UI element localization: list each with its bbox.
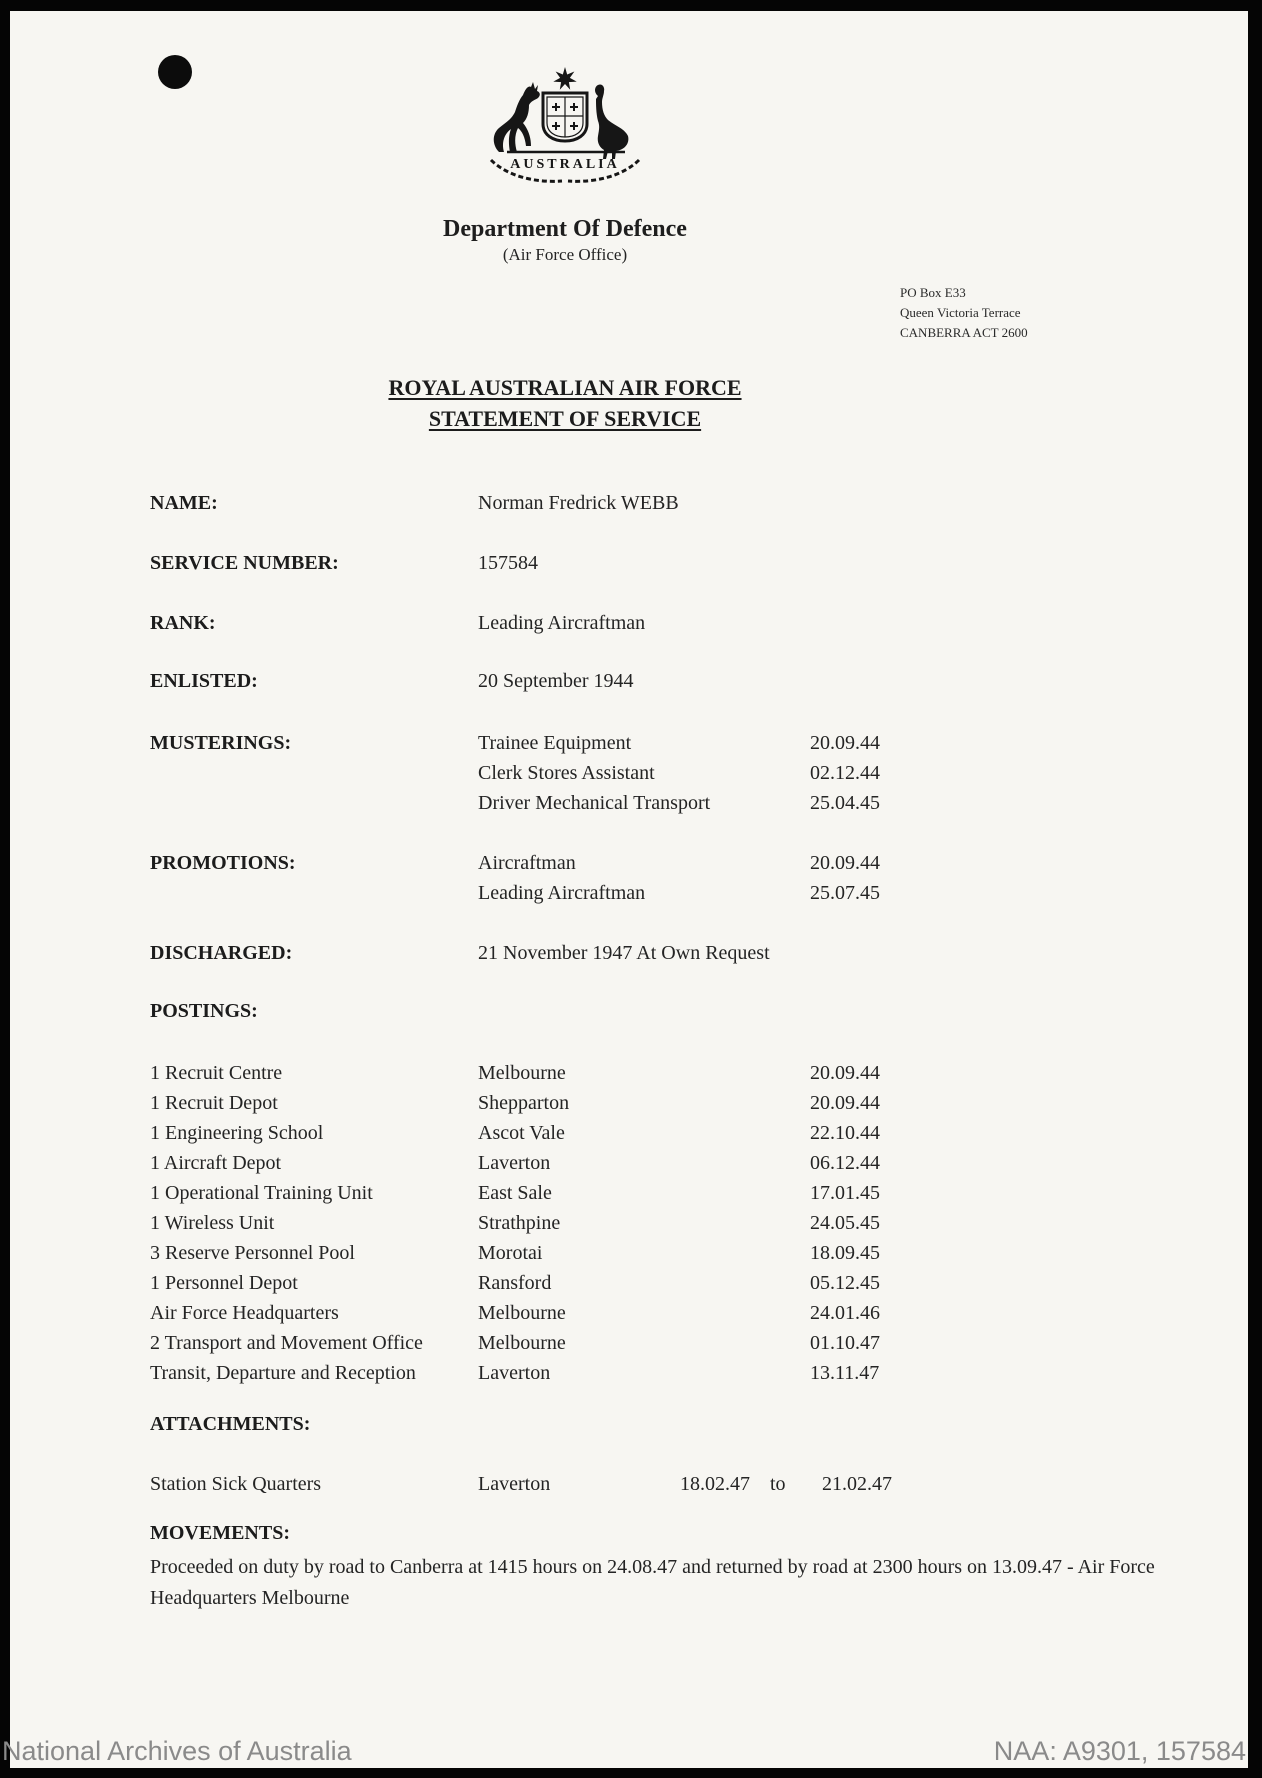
- posting-row: [0, 1242, 1240, 1270]
- mustering-date: 25.04.45: [810, 792, 880, 814]
- musterings-row: [0, 792, 1240, 820]
- posting-date: 18.09.45: [810, 1242, 880, 1264]
- posting-row: [0, 1302, 1240, 1330]
- field-label: NAME:: [150, 492, 218, 514]
- discharged-row: [0, 942, 1240, 970]
- posting-row: [0, 1152, 1240, 1180]
- posting-location: Melbourne: [478, 1062, 566, 1084]
- posting-row: [0, 1092, 1240, 1120]
- hole-punch-mark: [158, 55, 192, 89]
- mustering-date: 02.12.44: [810, 762, 880, 784]
- posting-date: 13.11.47: [810, 1362, 880, 1384]
- mustering-date: 20.09.44: [810, 732, 880, 754]
- attachment-location: Laverton: [478, 1473, 551, 1495]
- attachment-from-date: 18.02.47: [680, 1473, 750, 1495]
- posting-row: [0, 1062, 1240, 1090]
- posting-unit: 1 Wireless Unit: [150, 1212, 275, 1234]
- posting-location: Laverton: [478, 1152, 551, 1174]
- posting-row: [0, 1122, 1240, 1150]
- mustering-name: Trainee Equipment: [478, 732, 632, 754]
- field-label: RANK:: [150, 612, 216, 634]
- address-line: Queen Victoria Terrace: [900, 305, 1021, 320]
- coat-of-arms-graphic: [465, 64, 665, 194]
- archive-reference: NAA: A9301, 157584: [993, 1736, 1246, 1766]
- attachment-to-date: 21.02.47: [822, 1473, 892, 1495]
- posting-date: 24.01.46: [810, 1302, 880, 1324]
- field-value: Norman Fredrick WEBB: [478, 492, 679, 514]
- attachment-unit: Station Sick Quarters: [150, 1473, 322, 1495]
- promotion-name: Aircraftman: [478, 852, 576, 874]
- posting-unit: Transit, Departure and Reception: [150, 1362, 416, 1384]
- posting-unit: 1 Engineering School: [150, 1122, 324, 1144]
- posting-date: 22.10.44: [810, 1122, 880, 1144]
- field-row-service-number: [0, 552, 1240, 580]
- archive-name: National Archives of Australia: [2, 1736, 352, 1766]
- postings-header: [0, 1000, 1240, 1028]
- address-line: PO Box E33: [900, 285, 966, 300]
- posting-unit: 2 Transport and Movement Office: [150, 1332, 423, 1354]
- scan-bottom-edge: [0, 1768, 1262, 1778]
- promotions-row: [0, 882, 1240, 910]
- field-row-name: [0, 492, 1240, 520]
- posting-row: [0, 1272, 1240, 1300]
- posting-unit: 1 Aircraft Depot: [150, 1152, 282, 1174]
- mustering-name: Driver Mechanical Transport: [478, 792, 711, 814]
- posting-location: Melbourne: [478, 1302, 566, 1324]
- posting-location: Laverton: [478, 1362, 551, 1384]
- emu-icon: [595, 84, 628, 159]
- field-value: 20 September 1944: [478, 670, 634, 692]
- posting-location: Melbourne: [478, 1332, 566, 1354]
- mustering-name: Clerk Stores Assistant: [478, 762, 655, 784]
- title-line-2: STATEMENT OF SERVICE: [428, 406, 702, 431]
- title-line-1: ROYAL AUSTRALIAN AIR FORCE: [388, 375, 742, 400]
- attachment-row: [0, 1473, 1240, 1501]
- posting-date: 20.09.44: [810, 1092, 880, 1114]
- posting-date: 01.10.47: [810, 1332, 880, 1354]
- posting-date: 20.09.44: [810, 1062, 880, 1084]
- discharged-value: 21 November 1947 At Own Request: [478, 942, 770, 964]
- musterings-row: [0, 732, 1240, 760]
- posting-unit: 1 Recruit Depot: [150, 1092, 278, 1114]
- department-title: Department Of Defence: [443, 216, 687, 242]
- field-label: ENLISTED:: [150, 670, 258, 692]
- kangaroo-icon: [494, 82, 540, 152]
- field-label: SERVICE NUMBER:: [150, 552, 339, 574]
- attachments-header: [0, 1413, 1240, 1441]
- movements-paragraph: Proceeded on duty by road to Canberra at 1415 hours on 24.08.47 and returned by road at 2300 hours on 13.09.47 - Air Force Headquarters Melbourne: [150, 1556, 1155, 1609]
- posting-date: 05.12.45: [810, 1272, 880, 1294]
- musterings-row: [0, 762, 1240, 790]
- posting-unit: 1 Personnel Depot: [150, 1272, 298, 1294]
- musterings-label: MUSTERINGS:: [150, 732, 292, 754]
- posting-location: Strathpine: [478, 1212, 561, 1234]
- posting-unit: 1 Operational Training Unit: [150, 1182, 373, 1204]
- promotions-label: PROMOTIONS:: [150, 852, 296, 874]
- posting-location: Shepparton: [478, 1092, 570, 1114]
- posting-location: East Sale: [478, 1182, 552, 1204]
- attachment-to-word: to: [770, 1473, 786, 1495]
- posting-row: [0, 1332, 1240, 1360]
- posting-date: 06.12.44: [810, 1152, 880, 1174]
- field-value: Leading Aircraftman: [478, 612, 646, 634]
- attachments-label: ATTACHMENTS:: [150, 1413, 311, 1435]
- coat-of-arms: [465, 64, 665, 194]
- discharged-label: DISCHARGED:: [150, 942, 293, 964]
- posting-unit: Air Force Headquarters: [150, 1302, 339, 1324]
- crest-banner-text: AUSTRALIA: [510, 157, 620, 172]
- movements-label: MOVEMENTS:: [150, 1522, 290, 1544]
- postings-label: POSTINGS:: [150, 1000, 258, 1022]
- posting-location: Ascot Vale: [478, 1122, 565, 1144]
- posting-row: [0, 1182, 1240, 1210]
- document-title: [0, 372, 1130, 434]
- commonwealth-star-icon: [553, 67, 576, 90]
- address-block: [900, 283, 1028, 343]
- promotion-date: 25.07.45: [810, 882, 880, 904]
- movements-header: [0, 1522, 1240, 1550]
- archive-footer: [0, 1734, 1262, 1768]
- field-row-enlisted: [0, 670, 1240, 698]
- posting-unit: 1 Recruit Centre: [150, 1062, 283, 1084]
- shield-icon: [543, 93, 587, 141]
- promotion-name: Leading Aircraftman: [478, 882, 646, 904]
- posting-unit: 3 Reserve Personnel Pool: [150, 1242, 355, 1264]
- posting-row: [0, 1212, 1240, 1240]
- posting-date: 24.05.45: [810, 1212, 880, 1234]
- field-row-rank: [0, 612, 1240, 640]
- posting-row: [0, 1362, 1240, 1390]
- address-line: CANBERRA ACT 2600: [900, 325, 1028, 340]
- posting-date: 17.01.45: [810, 1182, 880, 1204]
- promotions-row: [0, 852, 1240, 880]
- promotion-date: 20.09.44: [810, 852, 880, 874]
- posting-location: Ransford: [478, 1272, 552, 1294]
- field-value: 157584: [478, 552, 538, 574]
- posting-location: Morotai: [478, 1242, 543, 1264]
- office-subtitle: (Air Force Office): [502, 245, 628, 264]
